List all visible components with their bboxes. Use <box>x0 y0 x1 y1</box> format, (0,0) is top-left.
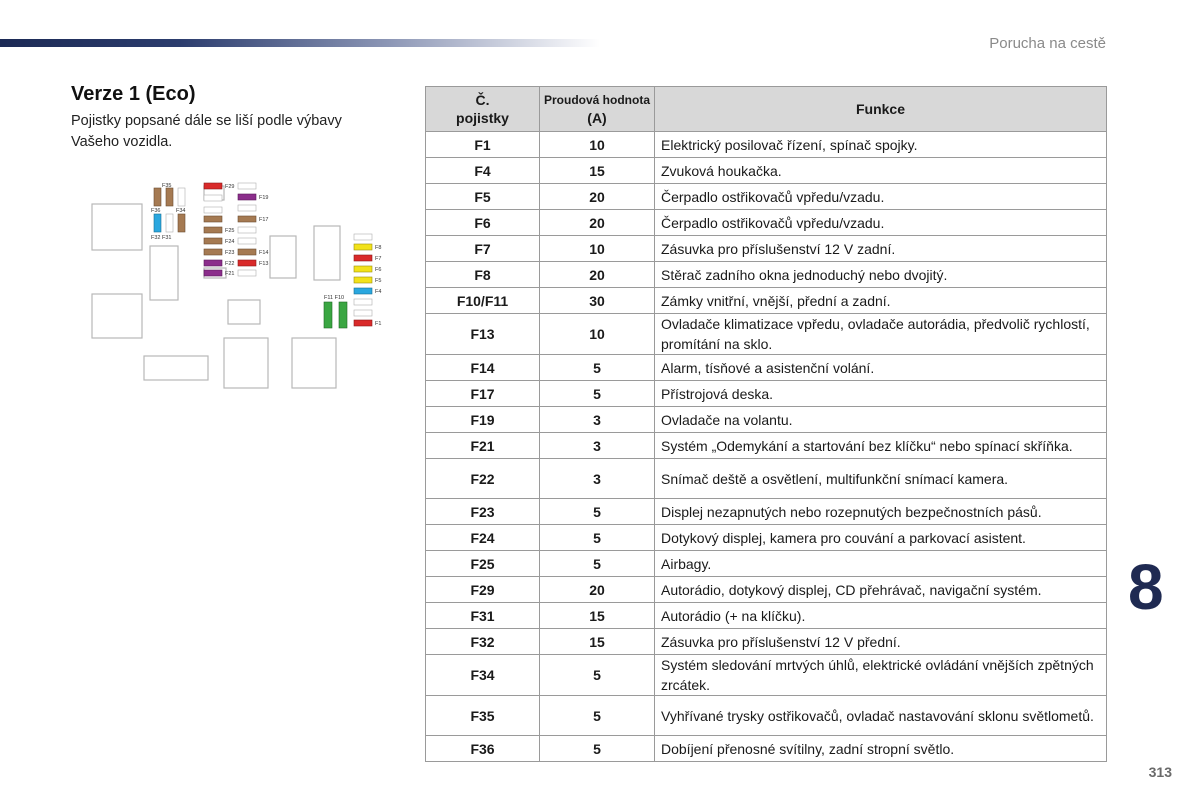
amperage-cell: 20 <box>540 577 655 603</box>
function-cell: Elektrický posilovač řízení, spínač spojky. <box>655 132 1107 158</box>
diagram-block <box>228 300 260 324</box>
fuse-number-cell: F36 <box>426 736 540 762</box>
fuse-number-cell: F22 <box>426 459 540 499</box>
table-row <box>426 629 1107 655</box>
fuse-f8 <box>354 244 372 250</box>
diagram-block <box>270 236 296 278</box>
function-cell: Systém „Odemykání a startování bez klíčku“ nebo spínací skříňka. <box>655 433 1107 459</box>
table-row <box>426 525 1107 551</box>
fuse-slot <box>166 214 173 232</box>
table-row <box>426 655 1107 696</box>
fuse-f35b <box>166 188 173 206</box>
table-row <box>426 603 1107 629</box>
function-cell: Snímač deště a osvětlení, multifunkční snímací kamera. <box>655 459 1107 499</box>
amperage-cell: 5 <box>540 696 655 736</box>
function-cell: Autorádio, dotykový displej, CD přehrávač, navigační systém. <box>655 577 1107 603</box>
fuse-f13 <box>238 260 256 266</box>
fuse-number-cell: F24 <box>426 525 540 551</box>
fuse-slot <box>238 227 256 233</box>
amperage-cell: 15 <box>540 629 655 655</box>
function-cell: Zásuvka pro příslušenství 12 V zadní. <box>655 236 1107 262</box>
fuse-f23 <box>204 249 222 255</box>
header-amp-line1: Proudová hodnota <box>544 93 650 107</box>
header-amperage <box>540 87 655 132</box>
fuse-number-cell: F31 <box>426 603 540 629</box>
amperage-cell: 5 <box>540 499 655 525</box>
table-row <box>426 262 1107 288</box>
fuse-slot <box>238 238 256 244</box>
amperage-cell: 5 <box>540 525 655 551</box>
amperage-cell: 5 <box>540 381 655 407</box>
function-cell: Autorádio (+ na klíčku). <box>655 603 1107 629</box>
diagram-block <box>292 338 336 388</box>
fuse-label-f11-f10: F11 F10 <box>324 295 345 301</box>
fuse-number-cell: F25 <box>426 551 540 577</box>
header-fuse-line2: pojistky <box>456 110 509 126</box>
fuse-number-cell: F14 <box>426 355 540 381</box>
fuse-f6 <box>354 266 372 272</box>
table-row <box>426 696 1107 736</box>
table-row <box>426 288 1107 314</box>
fuse-slot <box>354 310 372 316</box>
fuse-label-f32-f31: F32 F31 <box>151 235 172 241</box>
function-cell: Zásuvka pro příslušenství 12 V přední. <box>655 629 1107 655</box>
fuse-label-f1: F1 <box>375 321 382 327</box>
table-row <box>426 381 1107 407</box>
fuse-number-cell: F4 <box>426 158 540 184</box>
fuse-slot <box>204 195 222 201</box>
table-row <box>426 459 1107 499</box>
fuse-label-f24: F24 <box>225 239 235 245</box>
diagram-block <box>92 204 142 250</box>
fuse-slot <box>354 299 372 305</box>
fuse-label-f29: F29 <box>225 184 235 190</box>
fuse-table <box>425 86 1107 762</box>
amperage-cell: 20 <box>540 210 655 236</box>
function-cell: Vyhřívané trysky ostřikovačů, ovladač nastavování sklonu světlometů. <box>655 696 1107 736</box>
table-row <box>426 355 1107 381</box>
fuse-f19 <box>238 194 256 200</box>
fuse-label-f19: F19 <box>259 195 269 201</box>
diagram-block <box>144 356 208 380</box>
fuse-label-f23: F23 <box>225 250 235 256</box>
fuse-label-f34: F34 <box>176 208 186 214</box>
fuse-label-f22: F22 <box>225 261 235 267</box>
fuse-number-cell: F32 <box>426 629 540 655</box>
amperage-cell: 5 <box>540 655 655 696</box>
amperage-cell: 15 <box>540 158 655 184</box>
amperage-cell: 5 <box>540 736 655 762</box>
fuse-label-f35: F35 <box>162 183 172 189</box>
fuse-number-cell: F34 <box>426 655 540 696</box>
fuse-label-f14: F14 <box>259 250 269 256</box>
fuse-f14 <box>238 249 256 255</box>
table-row <box>426 314 1107 355</box>
fuse-f24 <box>204 238 222 244</box>
table-row <box>426 158 1107 184</box>
fuse-label-f5: F5 <box>375 278 382 284</box>
fuse-f21 <box>204 270 222 276</box>
amperage-cell: 20 <box>540 262 655 288</box>
fuse-number-cell: F1 <box>426 132 540 158</box>
amperage-cell: 15 <box>540 603 655 629</box>
fuse-f5 <box>354 277 372 283</box>
fuse-f34 <box>178 214 185 232</box>
fuse-box-diagram <box>88 178 388 398</box>
fuse-f10 <box>339 302 347 328</box>
function-cell: Zámky vnitřní, vnější, přední a zadní. <box>655 288 1107 314</box>
fuse-label-f17: F17 <box>259 217 269 223</box>
table-row <box>426 551 1107 577</box>
fuse-slot <box>354 234 372 240</box>
fuse-number-cell: F10/F11 <box>426 288 540 314</box>
amperage-cell: 10 <box>540 132 655 158</box>
amperage-cell: 10 <box>540 236 655 262</box>
fuse-slot <box>204 207 222 213</box>
page-number: 313 <box>1148 764 1172 780</box>
table-row <box>426 577 1107 603</box>
function-cell: Dotykový displej, kamera pro couvání a parkovací asistent. <box>655 525 1107 551</box>
function-cell: Dobíjení přenosné svítilny, zadní stropní světlo. <box>655 736 1107 762</box>
header-function: Funkce <box>655 87 1107 132</box>
function-cell: Systém sledování mrtvých úhlů, elektrické ovládání vnějších zpětných zrcátek. <box>655 655 1107 696</box>
function-cell: Čerpadlo ostřikovačů vpředu/vzadu. <box>655 184 1107 210</box>
fuse-number-cell: F5 <box>426 184 540 210</box>
table-row <box>426 407 1107 433</box>
intro-text: Pojistky popsané dále se liší podle výbavy Vašeho vozidla. <box>71 113 342 150</box>
fuse-f17 <box>204 216 222 222</box>
diagram-block <box>150 246 178 300</box>
fuse-label-f25: F25 <box>225 228 235 234</box>
function-cell: Airbagy. <box>655 551 1107 577</box>
fuse-f11 <box>324 302 332 328</box>
header-accent-bar <box>0 39 600 47</box>
amperage-cell: 3 <box>540 433 655 459</box>
fuse-label-f4: F4 <box>375 289 382 295</box>
fuse-f22 <box>204 260 222 266</box>
fuse-f25 <box>204 227 222 233</box>
fuse-label-f6: F6 <box>375 267 382 273</box>
fuse-table-body <box>426 132 1107 762</box>
fuse-slot <box>238 183 256 189</box>
amperage-cell: 5 <box>540 355 655 381</box>
fuse-number-cell: F17 <box>426 381 540 407</box>
fuse-f7 <box>354 255 372 261</box>
fuse-slot <box>238 270 256 276</box>
fuse-slot <box>238 205 256 211</box>
table-row <box>426 132 1107 158</box>
diagram-block <box>92 294 142 338</box>
diagram-block <box>314 226 340 280</box>
header-amp-line2: (A) <box>587 110 607 126</box>
function-cell: Ovladače na volantu. <box>655 407 1107 433</box>
function-cell: Zvuková houkačka. <box>655 158 1107 184</box>
chapter-number: 8 <box>1128 551 1164 623</box>
function-cell: Alarm, tísňové a asistenční volání. <box>655 355 1107 381</box>
fuse-number-cell: F19 <box>426 407 540 433</box>
table-row <box>426 736 1107 762</box>
function-cell: Čerpadlo ostřikovačů vpředu/vzadu. <box>655 210 1107 236</box>
amperage-cell: 3 <box>540 407 655 433</box>
amperage-cell: 3 <box>540 459 655 499</box>
fuse-label-f8: F8 <box>375 245 382 251</box>
table-row <box>426 184 1107 210</box>
header-fuse-line1: Č. <box>475 92 490 108</box>
fuse-label-f36: F36 <box>151 208 161 214</box>
fuse-label-f21: F21 <box>225 271 235 277</box>
fuse-f36 <box>154 214 161 232</box>
page-title: Verze 1 (Eco) <box>71 83 196 105</box>
section-title: Porucha na cestě <box>989 35 1106 52</box>
fuse-label-f7: F7 <box>375 256 382 262</box>
fuse-number-cell: F23 <box>426 499 540 525</box>
function-cell: Přístrojová deska. <box>655 381 1107 407</box>
fuse-number-cell: F35 <box>426 696 540 736</box>
table-row <box>426 433 1107 459</box>
fuse-f1 <box>354 320 372 326</box>
fuse-number-cell: F13 <box>426 314 540 355</box>
function-cell: Stěrač zadního okna jednoduchý nebo dvojitý. <box>655 262 1107 288</box>
amperage-cell: 20 <box>540 184 655 210</box>
fuse-number-cell: F29 <box>426 577 540 603</box>
fuse-number-cell: F21 <box>426 433 540 459</box>
fuse-f4 <box>354 288 372 294</box>
amperage-cell: 30 <box>540 288 655 314</box>
fuse-number-cell: F6 <box>426 210 540 236</box>
table-row <box>426 210 1107 236</box>
amperage-cell: 5 <box>540 551 655 577</box>
header-fuse-number <box>426 87 540 132</box>
table-row <box>426 236 1107 262</box>
fuse-slot <box>178 188 185 206</box>
table-row <box>426 499 1107 525</box>
function-cell: Displej nezapnutých nebo rozepnutých bezpečnostních pásů. <box>655 499 1107 525</box>
diagram-block <box>224 338 268 388</box>
table-header-row <box>426 87 1107 132</box>
fuse-f35 <box>154 188 161 206</box>
fuse-label-f13: F13 <box>259 261 269 267</box>
fuse-number-cell: F7 <box>426 236 540 262</box>
function-cell: Ovladače klimatizace vpředu, ovladače autorádia, předvolič rychlostí, promítání na sklo. <box>655 314 1107 355</box>
fuse-f17b <box>238 216 256 222</box>
amperage-cell: 10 <box>540 314 655 355</box>
fuse-f29 <box>204 183 222 189</box>
fuse-number-cell: F8 <box>426 262 540 288</box>
